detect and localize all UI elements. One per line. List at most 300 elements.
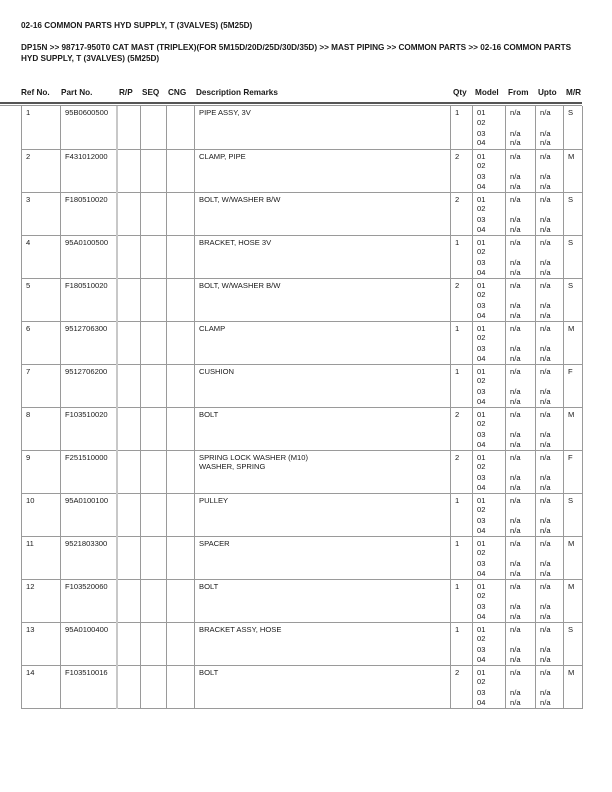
- cell-seq: [141, 579, 167, 622]
- header-from: From: [508, 88, 529, 97]
- from-value: [510, 376, 531, 387]
- from-value: n/a: [510, 581, 521, 591]
- cell-seq: [141, 149, 167, 192]
- cell-ref-no: 10: [22, 493, 61, 536]
- description-line-2: [199, 161, 446, 171]
- cell-description: [195, 235, 451, 278]
- cell-rp: [117, 536, 141, 579]
- models-value: 03: [477, 688, 486, 698]
- cell-qty: 1: [451, 536, 473, 579]
- cell-mr: S: [564, 106, 583, 149]
- from-value: n/a: [510, 452, 521, 462]
- description-line-2: [199, 247, 446, 257]
- cell-description: [195, 622, 451, 665]
- cell-ref-no: 2: [22, 149, 61, 192]
- cell-upto: [536, 364, 564, 407]
- upto-value: [540, 204, 559, 215]
- table-row: [22, 665, 583, 708]
- cell-part-no: 95B0600500: [61, 106, 117, 149]
- cell-from: [506, 278, 536, 321]
- cell-description: [195, 579, 451, 622]
- cell-from: [506, 106, 536, 149]
- models-value: 01: [477, 409, 486, 419]
- models-value: 02: [477, 247, 486, 257]
- cell-qty: 2: [451, 278, 473, 321]
- from-value: n/a: [510, 516, 521, 526]
- models-value: 02: [477, 333, 486, 343]
- from-value: n/a: [510, 237, 521, 247]
- from-value: n/a: [510, 482, 521, 492]
- upto-value: n/a: [540, 688, 551, 698]
- from-value: n/a: [510, 430, 521, 440]
- parts-table-body: [22, 106, 583, 708]
- cell-model: [473, 364, 506, 407]
- cell-model: [473, 192, 506, 235]
- models-value: 03: [477, 430, 486, 440]
- cell-part-no: 9512706200: [61, 364, 117, 407]
- header-divider: [0, 102, 582, 104]
- cell-mr: M: [564, 665, 583, 708]
- from-value: [510, 677, 531, 688]
- upto-value: n/a: [540, 387, 551, 397]
- cell-rp: [117, 450, 141, 493]
- cell-cng: [167, 407, 195, 450]
- table-row: [22, 321, 583, 364]
- header-model: Model: [475, 88, 499, 97]
- cell-ref-no: 9: [22, 450, 61, 493]
- cell-seq: [141, 493, 167, 536]
- from-value: n/a: [510, 181, 521, 191]
- upto-value: n/a: [540, 495, 551, 505]
- header-description: Description Remarks: [196, 88, 278, 97]
- upto-value: n/a: [540, 473, 551, 483]
- breadcrumb: DP15N >> 98717-950T0 CAT MAST (TRIPLEX)(FOR 5M15D/20D/25D/30D/35D) >> MAST PIPING >> COMMON PARTS >> 02-16 COMMON PARTS HYD SUPPLY, T (3VALVES) (5M25D): [21, 43, 572, 63]
- upto-value: [540, 247, 559, 258]
- cell-mr: S: [564, 235, 583, 278]
- upto-value: [540, 462, 559, 473]
- cell-from: [506, 364, 536, 407]
- cell-cng: [167, 278, 195, 321]
- cell-mr: M: [564, 536, 583, 579]
- cell-description: [195, 149, 451, 192]
- cell-upto: [536, 235, 564, 278]
- cell-seq: [141, 192, 167, 235]
- table-row: [22, 364, 583, 407]
- from-value: n/a: [510, 688, 521, 698]
- upto-value: [540, 118, 559, 129]
- models-value: 01: [477, 495, 486, 505]
- upto-value: n/a: [540, 181, 551, 191]
- cell-ref-no: 3: [22, 192, 61, 235]
- from-value: n/a: [510, 138, 521, 148]
- description-line-1: BOLT, W/WASHER B/W: [199, 194, 281, 204]
- table-row: [22, 278, 583, 321]
- description-line-2: [199, 634, 446, 644]
- cell-ref-no: 11: [22, 536, 61, 579]
- cell-cng: [167, 235, 195, 278]
- header-part-no: Part No.: [61, 88, 93, 97]
- header-upto: Upto: [538, 88, 557, 97]
- description-line-1: SPACER: [199, 538, 230, 548]
- cell-mr: F: [564, 364, 583, 407]
- table-row: [22, 493, 583, 536]
- description-line-2: WASHER, SPRING: [199, 462, 266, 472]
- from-value: [510, 118, 531, 129]
- description-line-2: [199, 548, 446, 558]
- description-line-1: BRACKET, HOSE 3V: [199, 237, 272, 247]
- cell-model: [473, 321, 506, 364]
- from-value: n/a: [510, 654, 521, 664]
- cell-qty: 2: [451, 407, 473, 450]
- header-mr: M/R: [566, 88, 582, 97]
- cell-model: [473, 235, 506, 278]
- upto-value: n/a: [540, 568, 551, 578]
- cell-cng: [167, 364, 195, 407]
- cell-rp: [117, 579, 141, 622]
- cell-mr: F: [564, 450, 583, 493]
- models-value: 03: [477, 387, 486, 397]
- cell-cng: [167, 622, 195, 665]
- cell-mr: M: [564, 579, 583, 622]
- cell-part-no: 9512706300: [61, 321, 117, 364]
- cell-description: [195, 536, 451, 579]
- description-line-2: [199, 505, 446, 515]
- from-value: n/a: [510, 409, 521, 419]
- upto-value: n/a: [540, 172, 551, 182]
- upto-value: n/a: [540, 323, 551, 333]
- cell-mr: S: [564, 622, 583, 665]
- from-value: [510, 161, 531, 172]
- cell-upto: [536, 407, 564, 450]
- cell-rp: [117, 321, 141, 364]
- from-value: [510, 505, 531, 516]
- models-value: 03: [477, 344, 486, 354]
- cell-part-no: F103510020: [61, 407, 117, 450]
- cell-rp: [117, 278, 141, 321]
- cell-description: [195, 407, 451, 450]
- cell-description: [195, 321, 451, 364]
- description-line-1: PULLEY: [199, 495, 229, 505]
- cell-mr: S: [564, 493, 583, 536]
- cell-upto: [536, 622, 564, 665]
- cell-part-no: F180510020: [61, 278, 117, 321]
- upto-value: [540, 333, 559, 344]
- cell-description: [195, 493, 451, 536]
- cell-rp: [117, 622, 141, 665]
- cell-qty: 1: [451, 579, 473, 622]
- cell-part-no: F251510000: [61, 450, 117, 493]
- cell-from: [506, 536, 536, 579]
- cell-model: [473, 493, 506, 536]
- from-value: n/a: [510, 344, 521, 354]
- cell-ref-no: 14: [22, 665, 61, 708]
- models-value: 03: [477, 516, 486, 526]
- cell-model: [473, 665, 506, 708]
- models-value: 04: [477, 439, 486, 449]
- upto-value: n/a: [540, 224, 551, 234]
- upto-value: n/a: [540, 138, 551, 148]
- models-value: 02: [477, 204, 486, 214]
- models-value: 01: [477, 667, 486, 677]
- table-row: [22, 536, 583, 579]
- from-value: n/a: [510, 645, 521, 655]
- models-value: 03: [477, 645, 486, 655]
- from-value: n/a: [510, 151, 521, 161]
- models-value: 01: [477, 280, 486, 290]
- parts-table: [21, 106, 583, 709]
- from-value: [510, 204, 531, 215]
- upto-value: n/a: [540, 280, 551, 290]
- description-line-2: [199, 204, 446, 214]
- from-value: n/a: [510, 396, 521, 406]
- description-line-2: [199, 333, 446, 343]
- cell-qty: 1: [451, 493, 473, 536]
- from-value: n/a: [510, 611, 521, 621]
- models-value: 02: [477, 376, 486, 386]
- models-value: 03: [477, 559, 486, 569]
- upto-value: n/a: [540, 151, 551, 161]
- upto-value: n/a: [540, 611, 551, 621]
- models-value: 04: [477, 138, 486, 148]
- description-line-1: BOLT: [199, 409, 219, 419]
- models-value: 04: [477, 310, 486, 320]
- models-value: 04: [477, 654, 486, 664]
- cell-model: [473, 622, 506, 665]
- cell-upto: [536, 278, 564, 321]
- from-value: n/a: [510, 224, 521, 234]
- from-value: n/a: [510, 301, 521, 311]
- upto-value: n/a: [540, 128, 551, 138]
- from-value: n/a: [510, 280, 521, 290]
- table-row: [22, 235, 583, 278]
- header-seq: SEQ: [142, 88, 160, 97]
- cell-part-no: F103510016: [61, 665, 117, 708]
- cell-cng: [167, 450, 195, 493]
- cell-description: [195, 450, 451, 493]
- upto-value: [540, 634, 559, 645]
- from-value: [510, 548, 531, 559]
- from-value: n/a: [510, 172, 521, 182]
- from-value: [510, 591, 531, 602]
- upto-value: n/a: [540, 409, 551, 419]
- cell-seq: [141, 278, 167, 321]
- upto-value: n/a: [540, 194, 551, 204]
- cell-rp: [117, 407, 141, 450]
- cell-qty: 2: [451, 192, 473, 235]
- cell-model: [473, 149, 506, 192]
- header-rp: R/P: [119, 88, 133, 97]
- description-line-2: [199, 419, 446, 429]
- models-value: 02: [477, 462, 486, 472]
- upto-value: n/a: [540, 452, 551, 462]
- models-value: 02: [477, 548, 486, 558]
- cell-mr: M: [564, 321, 583, 364]
- upto-value: n/a: [540, 258, 551, 268]
- cell-part-no: 9521803300: [61, 536, 117, 579]
- cell-cng: [167, 493, 195, 536]
- description-line-2: [199, 376, 446, 386]
- models-value: 01: [477, 624, 486, 634]
- cell-ref-no: 12: [22, 579, 61, 622]
- cell-part-no: F180510020: [61, 192, 117, 235]
- cell-upto: [536, 321, 564, 364]
- cell-model: [473, 278, 506, 321]
- models-value: 01: [477, 237, 486, 247]
- cell-seq: [141, 106, 167, 149]
- cell-ref-no: 13: [22, 622, 61, 665]
- from-value: n/a: [510, 353, 521, 363]
- cell-ref-no: 1: [22, 106, 61, 149]
- cell-upto: [536, 493, 564, 536]
- description-line-1: CLAMP, PIPE: [199, 151, 246, 161]
- from-value: n/a: [510, 559, 521, 569]
- upto-value: n/a: [540, 439, 551, 449]
- from-value: n/a: [510, 194, 521, 204]
- cell-description: [195, 364, 451, 407]
- cell-from: [506, 450, 536, 493]
- cell-upto: [536, 192, 564, 235]
- from-value: n/a: [510, 267, 521, 277]
- description-line-1: PIPE ASSY, 3V: [199, 108, 251, 117]
- cell-ref-no: 4: [22, 235, 61, 278]
- from-value: n/a: [510, 624, 521, 634]
- cell-upto: [536, 665, 564, 708]
- from-value: n/a: [510, 215, 521, 225]
- description-line-2: [199, 118, 446, 128]
- cell-seq: [141, 622, 167, 665]
- from-value: n/a: [510, 366, 521, 376]
- table-row: [22, 407, 583, 450]
- description-line-2: [199, 290, 446, 300]
- upto-value: n/a: [540, 267, 551, 277]
- table-row: [22, 579, 583, 622]
- models-value: 04: [477, 568, 486, 578]
- models-value: 02: [477, 290, 486, 300]
- cell-ref-no: 5: [22, 278, 61, 321]
- from-value: [510, 247, 531, 258]
- upto-value: n/a: [540, 667, 551, 677]
- models-value: 02: [477, 677, 486, 687]
- cell-description: [195, 278, 451, 321]
- from-value: n/a: [510, 697, 521, 707]
- cell-qty: 1: [451, 235, 473, 278]
- table-row: [22, 106, 583, 149]
- cell-seq: [141, 450, 167, 493]
- cell-qty: 2: [451, 149, 473, 192]
- models-value: 01: [477, 194, 486, 204]
- from-value: n/a: [510, 323, 521, 333]
- models-value: 04: [477, 482, 486, 492]
- from-value: n/a: [510, 525, 521, 535]
- upto-value: n/a: [540, 645, 551, 655]
- upto-value: [540, 419, 559, 430]
- upto-value: [540, 591, 559, 602]
- upto-value: n/a: [540, 697, 551, 707]
- cell-rp: [117, 235, 141, 278]
- cell-upto: [536, 106, 564, 149]
- upto-value: n/a: [540, 237, 551, 247]
- upto-value: n/a: [540, 624, 551, 634]
- models-value: 01: [477, 323, 486, 333]
- cell-from: [506, 321, 536, 364]
- from-value: n/a: [510, 439, 521, 449]
- upto-value: [540, 677, 559, 688]
- from-value: n/a: [510, 495, 521, 505]
- description-line-2: [199, 677, 446, 687]
- cell-mr: S: [564, 278, 583, 321]
- cell-cng: [167, 321, 195, 364]
- cell-upto: [536, 536, 564, 579]
- cell-from: [506, 579, 536, 622]
- cell-from: [506, 235, 536, 278]
- models-value: 04: [477, 353, 486, 363]
- from-value: n/a: [510, 108, 521, 117]
- cell-cng: [167, 665, 195, 708]
- cell-mr: M: [564, 407, 583, 450]
- cell-part-no: F431012000: [61, 149, 117, 192]
- description-line-1: CUSHION: [199, 366, 235, 376]
- header-qty: Qty: [453, 88, 467, 97]
- upto-value: n/a: [540, 430, 551, 440]
- models-value: 03: [477, 301, 486, 311]
- from-value: [510, 333, 531, 344]
- models-value: 01: [477, 108, 486, 117]
- cell-seq: [141, 364, 167, 407]
- cell-part-no: 95A0100400: [61, 622, 117, 665]
- from-value: n/a: [510, 473, 521, 483]
- models-value: 02: [477, 591, 486, 601]
- cell-cng: [167, 192, 195, 235]
- upto-value: n/a: [540, 581, 551, 591]
- models-value: 03: [477, 128, 486, 138]
- cell-qty: 1: [451, 622, 473, 665]
- cell-part-no: 95A0100100: [61, 493, 117, 536]
- models-value: 03: [477, 215, 486, 225]
- cell-qty: 2: [451, 450, 473, 493]
- models-value: 04: [477, 697, 486, 707]
- cell-seq: [141, 536, 167, 579]
- cell-cng: [167, 579, 195, 622]
- models-value: 01: [477, 581, 486, 591]
- models-value: 04: [477, 267, 486, 277]
- cell-mr: M: [564, 149, 583, 192]
- cell-rp: [117, 149, 141, 192]
- cell-rp: [117, 192, 141, 235]
- models-value: 04: [477, 224, 486, 234]
- upto-value: n/a: [540, 353, 551, 363]
- cell-ref-no: 8: [22, 407, 61, 450]
- description-line-1: BOLT: [199, 581, 219, 591]
- models-value: 03: [477, 602, 486, 612]
- models-value: 01: [477, 538, 486, 548]
- models-value: 01: [477, 452, 486, 462]
- upto-value: n/a: [540, 559, 551, 569]
- from-value: n/a: [510, 568, 521, 578]
- cell-seq: [141, 665, 167, 708]
- models-value: 02: [477, 505, 486, 515]
- cell-qty: 1: [451, 106, 473, 149]
- cell-ref-no: 6: [22, 321, 61, 364]
- description-line-2: [199, 591, 446, 601]
- cell-qty: 1: [451, 321, 473, 364]
- models-value: 01: [477, 151, 486, 161]
- models-value: 04: [477, 396, 486, 406]
- table-row: [22, 450, 583, 493]
- upto-value: n/a: [540, 301, 551, 311]
- description-line-1: BOLT: [199, 667, 219, 677]
- upto-value: [540, 290, 559, 301]
- table-row: [22, 622, 583, 665]
